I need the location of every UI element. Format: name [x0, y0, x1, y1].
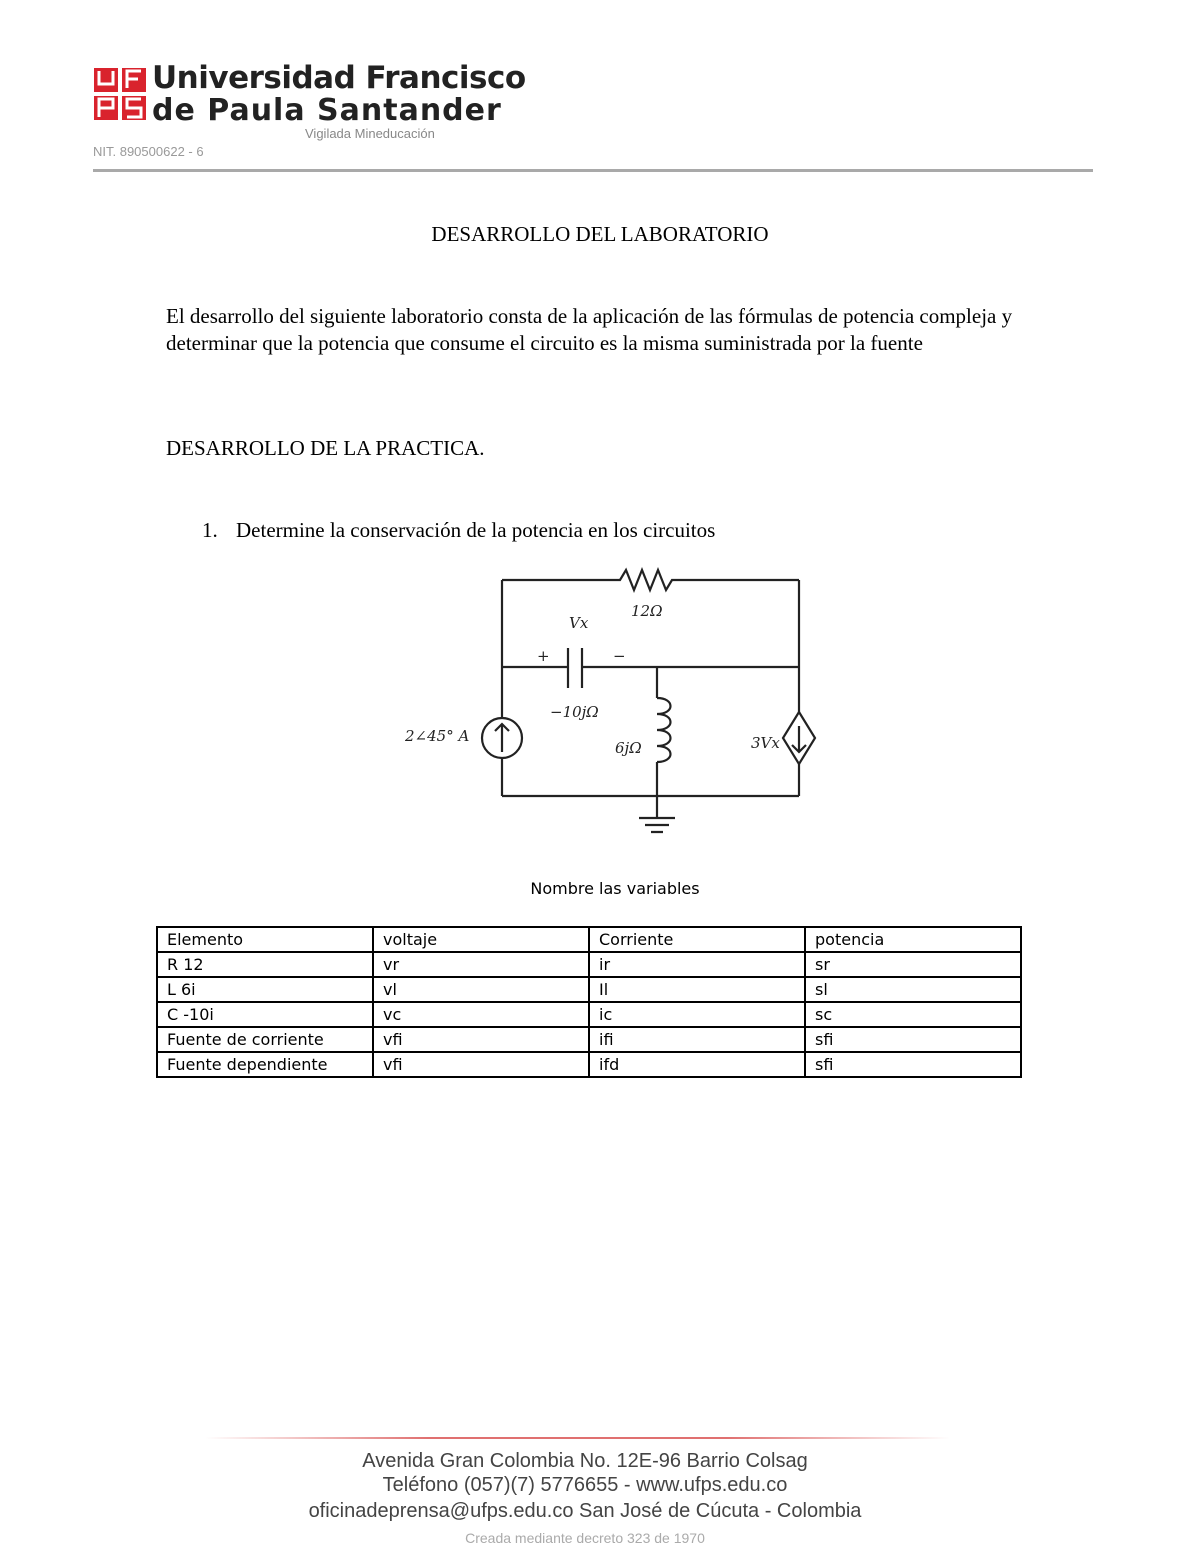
table-cell: sl: [805, 977, 1021, 1002]
university-name-line1: Universidad Francisco: [152, 60, 526, 96]
table-cell: sc: [805, 1002, 1021, 1027]
section-heading: DESARROLLO DE LA PRACTICA.: [166, 436, 485, 460]
table-cell: vr: [373, 952, 589, 977]
circuit-diagram: [395, 560, 835, 840]
variables-table: [156, 926, 1022, 1078]
footer-phone: Teléfono (057)(7) 5776655 - www.ufps.edu.co: [382, 1474, 788, 1496]
footer-divider: [205, 1437, 950, 1439]
current-source: [482, 718, 522, 758]
inductor-6j: [657, 698, 671, 762]
table-cell: vfi: [373, 1027, 589, 1052]
plus-sign: +: [537, 647, 550, 665]
minus-sign: −: [613, 647, 626, 665]
vx-label: Vx: [569, 614, 589, 632]
resistor-label: 12Ω: [631, 602, 663, 620]
table-cell: ifd: [589, 1052, 805, 1077]
table-cell: ic: [589, 1002, 805, 1027]
table-cell: sr: [805, 952, 1021, 977]
table-cell: Elemento: [157, 927, 373, 952]
table-row: [157, 1027, 1021, 1052]
table-row: [157, 1002, 1021, 1027]
table-row: [157, 977, 1021, 1002]
ufps-logo: [94, 68, 146, 120]
table-cell: L 6i: [157, 977, 373, 1002]
footer-email: oficinadeprensa@ufps.edu.co San José de Cúcuta - Colombia: [308, 1500, 862, 1522]
page-title: DESARROLLO DEL LABORATORIO: [431, 222, 769, 246]
footer-address: Avenida Gran Colombia No. 12E-96 Barrio Colsag: [362, 1450, 808, 1472]
university-name-line2: de Paula Santander: [152, 93, 502, 128]
table-cell: Fuente de corriente: [157, 1027, 373, 1052]
table-header-row: [157, 927, 1021, 952]
table-cell: Fuente dependiente: [157, 1052, 373, 1077]
table-cell: Corriente: [589, 927, 805, 952]
table-cell: sfi: [805, 1052, 1021, 1077]
footer-decree: Creada mediante decreto 323 de 1970: [465, 1530, 705, 1546]
table-row: [157, 952, 1021, 977]
table-cell: Il: [589, 977, 805, 1002]
vigilada-text: Vigilada Mineducación: [305, 126, 435, 141]
table-cell: R 12: [157, 952, 373, 977]
dep-source-label: 3Vx: [751, 734, 780, 752]
list-item-text: Determine la conservación de la potencia en los circuitos: [236, 518, 716, 542]
capacitor-label: −10jΩ: [550, 703, 599, 721]
intro-paragraph: El desarrollo del siguiente laboratorio consta de la aplicación de las fórmulas de potencia compleja y determinar que la potencia que consume el circuito es la misma suministrada por la fuente: [166, 304, 1013, 355]
source-label: 2∠45° A: [405, 727, 470, 745]
table-row: [157, 1052, 1021, 1077]
dependent-source: [783, 712, 815, 764]
table-cell: C -10i: [157, 1002, 373, 1027]
resistor-12: [502, 570, 799, 590]
table-cell: sfi: [805, 1027, 1021, 1052]
table-cell: vl: [373, 977, 589, 1002]
table-cell: vc: [373, 1002, 589, 1027]
table-cell: ifi: [589, 1027, 805, 1052]
table-cell: vfi: [373, 1052, 589, 1077]
nit-text: NIT. 890500622 - 6: [93, 144, 204, 159]
table-cell: ir: [589, 952, 805, 977]
header-divider: [93, 169, 1093, 172]
table-cell: potencia: [805, 927, 1021, 952]
inductor-label: 6jΩ: [615, 739, 642, 757]
list-item: [202, 518, 715, 543]
table-cell: voltaje: [373, 927, 589, 952]
table-caption: Nombre las variables: [530, 879, 700, 898]
list-item-number: 1.: [202, 518, 218, 542]
